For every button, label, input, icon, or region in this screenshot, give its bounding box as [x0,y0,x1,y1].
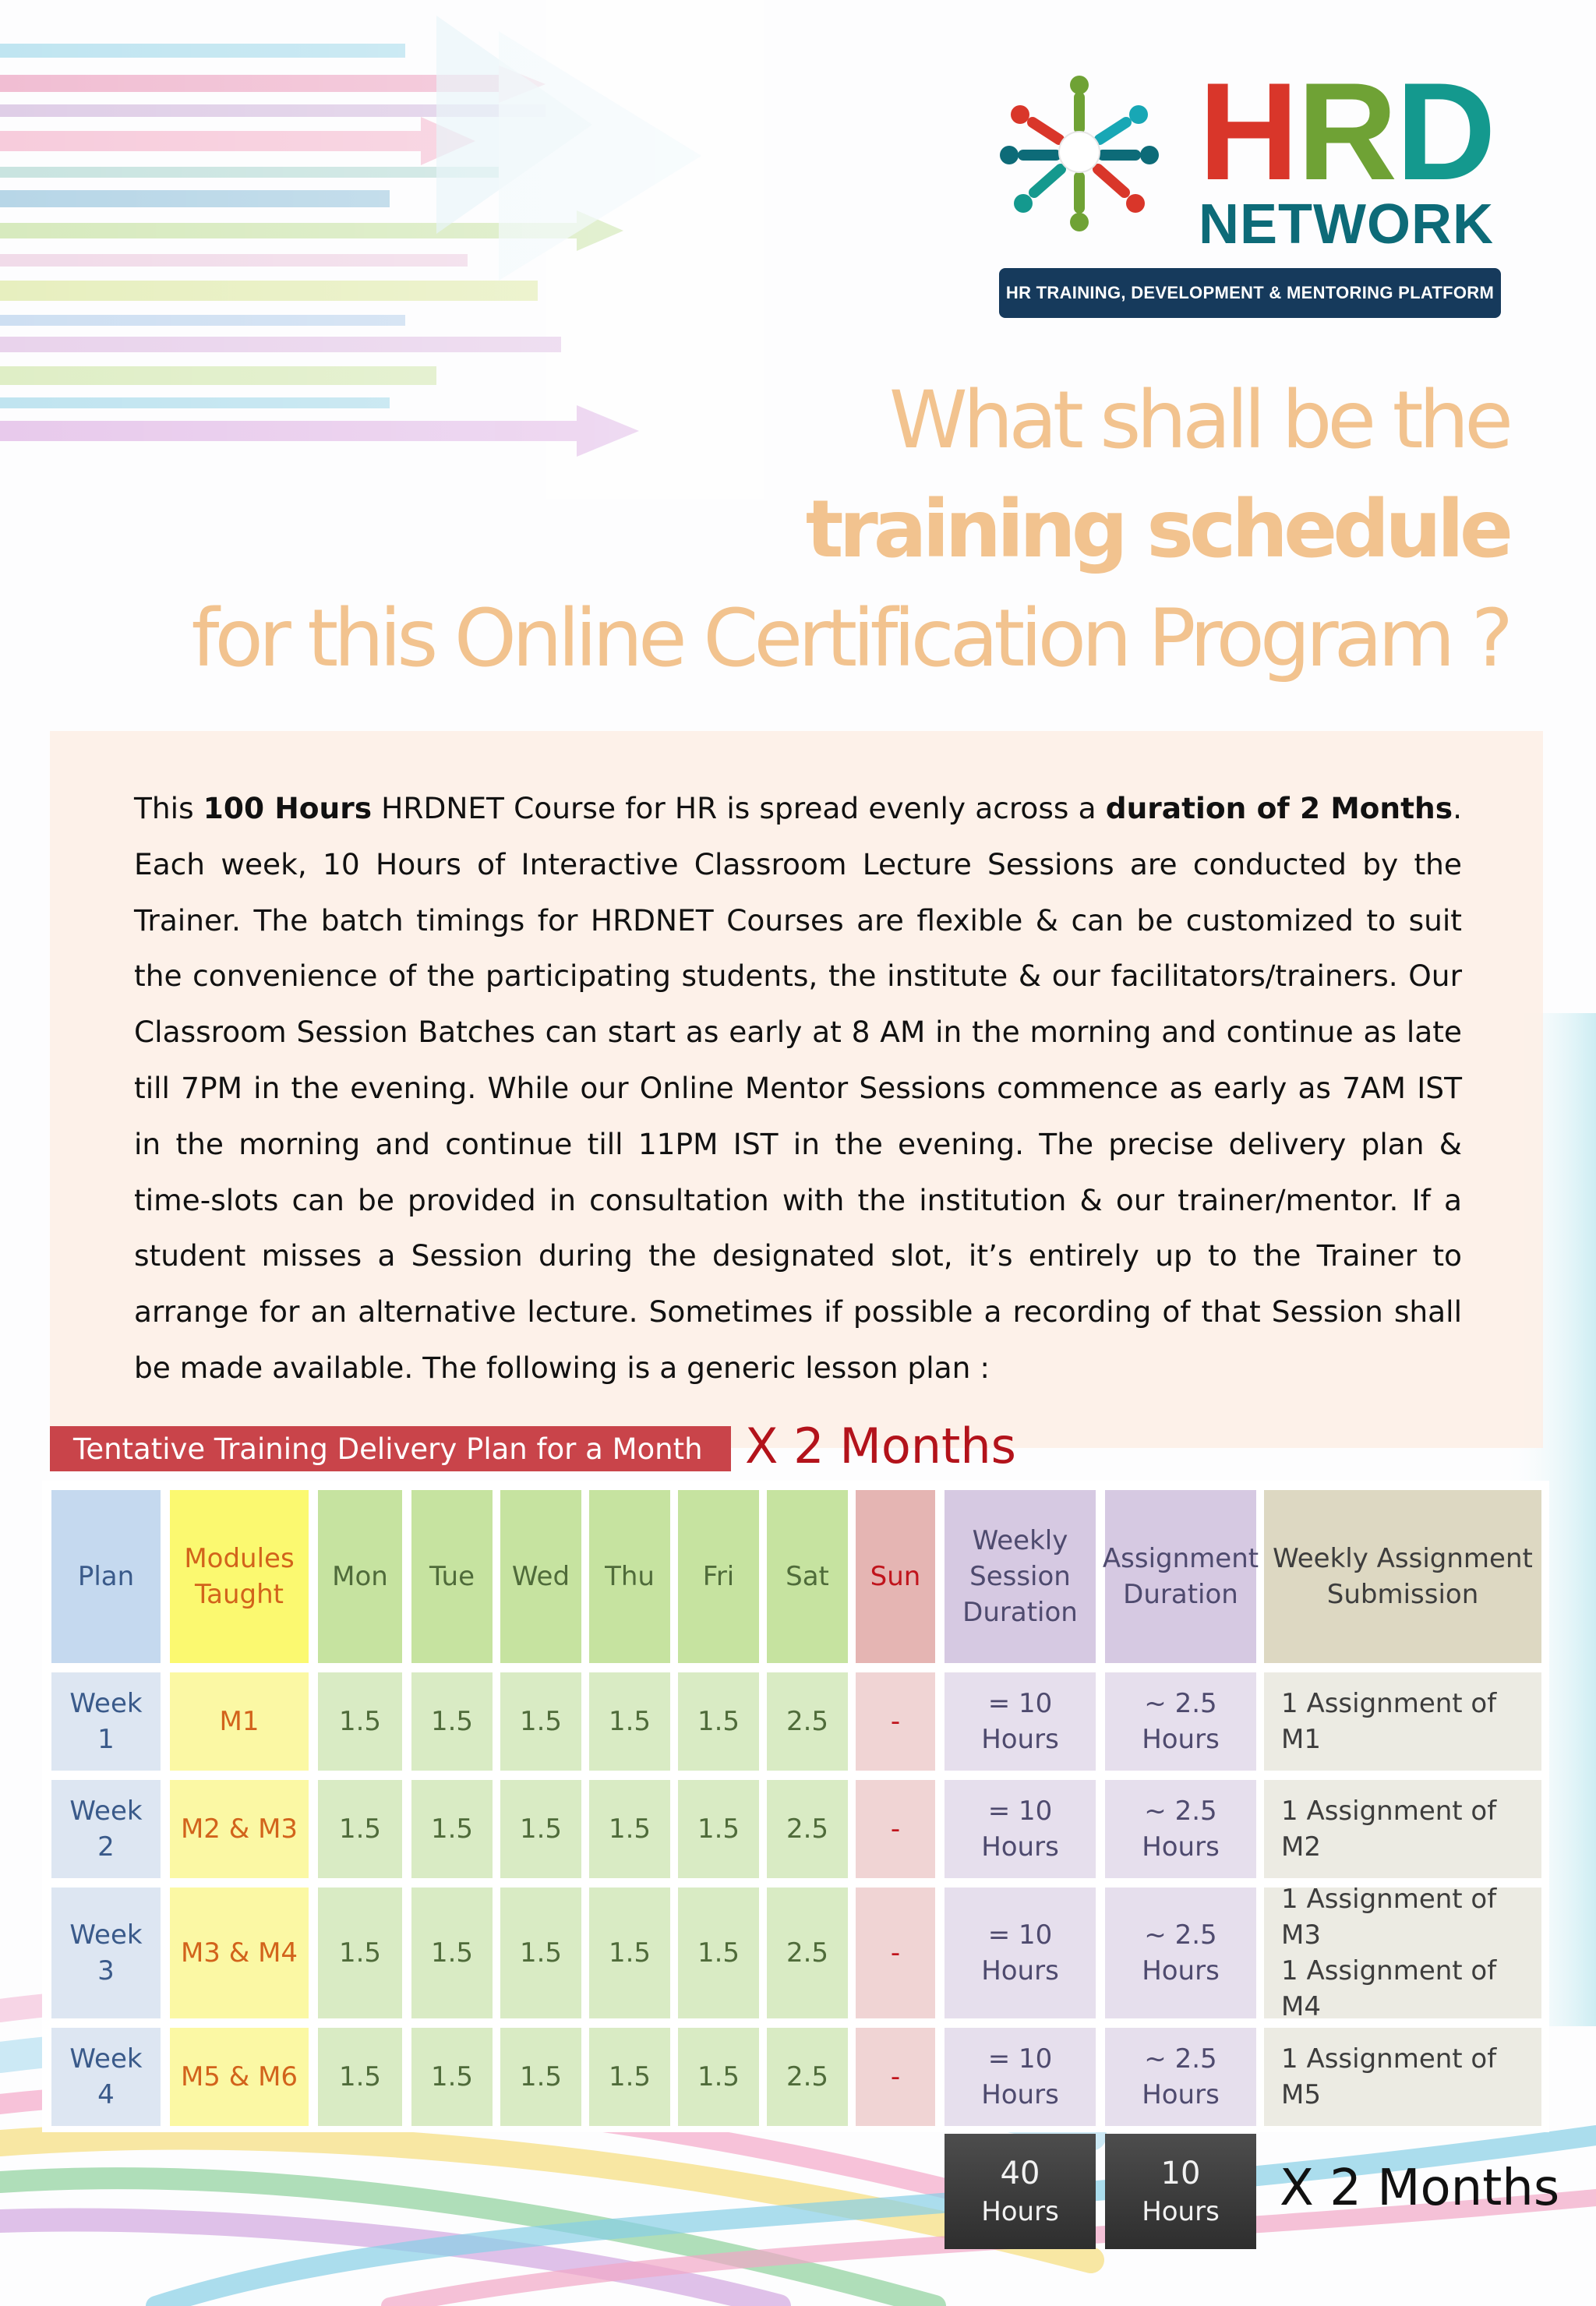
table-cell-wed: 1.5 [500,1672,581,1771]
table-cell-mon: 1.5 [318,1780,402,1878]
table-cell-plan: Week 2 [51,1780,161,1878]
table-cell-thu: 1.5 [589,2028,670,2126]
table-cell-fri: 1.5 [678,1672,759,1771]
logo-tagline: HR TRAINING, DEVELOPMENT & MENTORING PLATFORM [999,268,1501,318]
total-assignment-hours [1105,2134,1256,2249]
table-header-sun: Sun [856,1490,935,1663]
table-cell-assign-dur: ~ 2.5 Hours [1105,2028,1256,2126]
table-cell-sun: - [856,1780,935,1878]
table-cell-sat: 2.5 [767,2028,848,2126]
table-cell-weekly: = 10 Hours [945,1672,1096,1771]
intro-text: HRDNET Course for HR is spread evenly across a [372,791,1106,825]
table-header-tue: Tue [411,1490,493,1663]
table-cell-mon: 1.5 [318,2028,402,2126]
table-header-plan: Plan [51,1490,161,1663]
table-cell-tue: 1.5 [411,1672,493,1771]
table-cell-assign-dur: ~ 2.5 Hours [1105,1672,1256,1771]
table-cell-plan: Week 1 [51,1672,161,1771]
people-circle-icon [990,70,1169,249]
table-cell-submission: 1 Assignment of M3 1 Assignment of M4 [1264,1888,1541,2018]
total-session-unit: Hours [981,2196,1059,2227]
table-cell-sun: - [856,1888,935,2018]
intro-bold-duration: duration of 2 Months [1105,791,1453,825]
intro-text: This [134,791,203,825]
table-cell-wed: 1.5 [500,1780,581,1878]
table-cell-thu: 1.5 [589,1672,670,1771]
table-cell-sun: - [856,2028,935,2126]
table-cell-thu: 1.5 [589,1780,670,1878]
table-header-wed: Wed [500,1490,581,1663]
headline-line-1: What shall be the [888,374,1509,467]
multiplier-top: X 2 Months [745,1418,1016,1474]
headline-line-3: for this Online Certification Program ? [191,592,1509,685]
table-cell-fri: 1.5 [678,1780,759,1878]
table-cell-weekly: = 10 Hours [945,1888,1096,2018]
intro-bold-hours: 100 Hours [203,791,373,825]
table-cell-modules: M5 & M6 [170,2028,309,2126]
table-cell-submission: 1 Assignment of M1 [1264,1672,1541,1771]
table-header-modules: Modules Taught [170,1490,309,1663]
table-cell-fri: 1.5 [678,2028,759,2126]
table-cell-tue: 1.5 [411,1888,493,2018]
intro-paragraph [134,781,1462,1397]
table-cell-assign-dur: ~ 2.5 Hours [1105,1888,1256,2018]
table-cell-submission: 1 Assignment of M2 [1264,1780,1541,1878]
table-cell-plan: Week 4 [51,2028,161,2126]
table-cell-assign-dur: ~ 2.5 Hours [1105,1780,1256,1878]
table-cell-mon: 1.5 [318,1888,402,2018]
total-session-hours [945,2134,1096,2249]
table-cell-wed: 1.5 [500,1888,581,2018]
table-cell-tue: 1.5 [411,1780,493,1878]
table-cell-sat: 2.5 [767,1780,848,1878]
table-cell-plan: Week 3 [51,1888,161,2018]
table-cell-wed: 1.5 [500,2028,581,2126]
table-cell-sun: - [856,1672,935,1771]
table-cell-sat: 2.5 [767,1888,848,2018]
hrd-network-logo [990,54,1504,320]
table-header-assign-dur: Assignment Duration [1105,1490,1256,1663]
table-cell-weekly: = 10 Hours [945,2028,1096,2126]
table-header-fri: Fri [678,1490,759,1663]
table-header-thu: Thu [589,1490,670,1663]
page-headline [106,366,1509,694]
table-cell-weekly: = 10 Hours [945,1780,1096,1878]
headline-line-2: training schedule [805,483,1509,576]
table-cell-fri: 1.5 [678,1888,759,2018]
table-cell-modules: M2 & M3 [170,1780,309,1878]
table-header-submission: Weekly Assignment Submission [1264,1490,1541,1663]
multiplier-bottom: X 2 Months [1280,2159,1560,2217]
total-session-number: 40 [1000,2156,1040,2191]
table-cell-sat: 2.5 [767,1672,848,1771]
table-header-weekly: Weekly Session Duration [945,1490,1096,1663]
logo-hrd-wordmark: HRD [1199,54,1495,209]
table-header-mon: Mon [318,1490,402,1663]
table-cell-submission: 1 Assignment of M5 [1264,2028,1541,2126]
table-cell-thu: 1.5 [589,1888,670,2018]
total-assignment-number: 10 [1160,2156,1201,2191]
plan-banner: Tentative Training Delivery Plan for a Month [50,1426,731,1471]
table-header-sat: Sat [767,1490,848,1663]
table-cell-mon: 1.5 [318,1672,402,1771]
table-cell-modules: M1 [170,1672,309,1771]
table-cell-modules: M3 & M4 [170,1888,309,2018]
table-cell-tue: 1.5 [411,2028,493,2126]
total-assignment-unit: Hours [1142,2196,1220,2227]
intro-text: . Each week, 10 Hours of Interactive Classroom Lecture Sessions are conducted by the Trainer. The batch timings for HRDNET Courses are flexible & can be customized to suit the convenience of the participating students, the institute & our facilitators/trainers. Our Classroom Session Batches can start as early at 8 AM in the morning and continue as late till 7PM in the evening. While our Online Mentor Sessions commence as early as 7AM IST in the morning and continue till 11PM IST in the evening. The precise delivery plan & time-slots can be provided in consultation with the institution & our trainer/mentor. If a student misses a Session during the designated slot, it’s entirely up to the Trainer to arrange for an alternative lecture. Sometimes if possible a recording of that Session shall be made available. The following is a generic lesson plan : [134,791,1462,1385]
logo-network-wordmark: NETWORK [1199,193,1494,256]
